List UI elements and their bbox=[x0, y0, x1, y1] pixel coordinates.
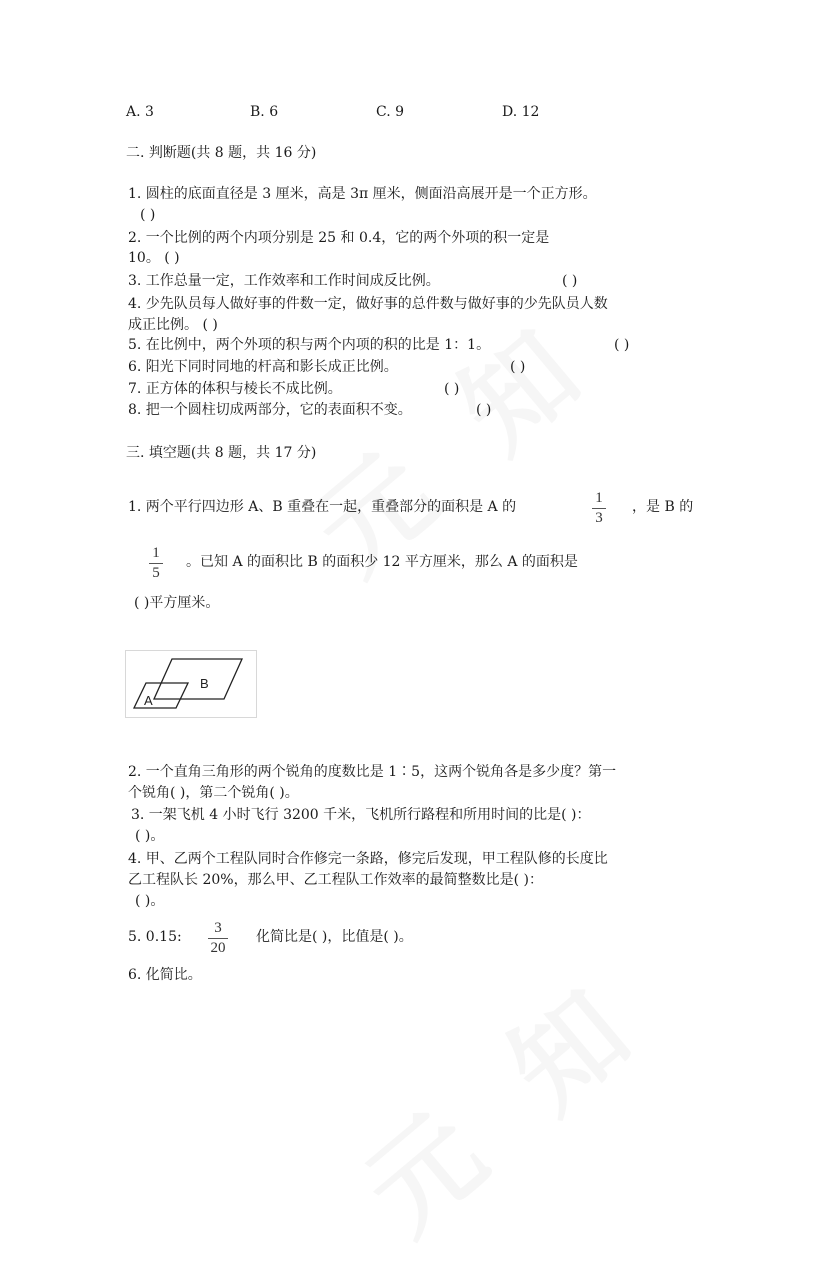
answer-blank: ( ) bbox=[444, 381, 460, 397]
answer-blank: ( ) bbox=[562, 273, 578, 289]
question-text: 成正比例。 ( ) bbox=[128, 317, 218, 333]
question-text: 4. 甲、乙两个工程队同时合作修完一条路，修完后发现，甲工程队修的长度比 bbox=[128, 851, 608, 867]
question-text: 5. 0.15: bbox=[128, 929, 182, 945]
watermark bbox=[326, 936, 671, 1262]
section-title: 三. 填空题(共 8 题，共 17 分) bbox=[126, 445, 317, 461]
question-text: 7. 正方体的体积与棱长不成比例。 bbox=[128, 381, 342, 397]
option-a: A. 3 bbox=[126, 104, 154, 120]
fraction-bar bbox=[208, 938, 228, 939]
option-d: D. 12 bbox=[502, 104, 540, 120]
question-text: 1. 圆柱的底面直径是 3 厘米，高是 3π 厘米，侧面沿高展开是一个正方形。 bbox=[128, 186, 597, 202]
option-b: B. 6 bbox=[250, 104, 279, 120]
answer-blank: ( ) bbox=[476, 402, 492, 418]
question-text: 6. 化简比。 bbox=[128, 967, 202, 983]
question-text: 10。 ( ) bbox=[128, 250, 180, 266]
question-text: 3. 工作总量一定，工作效率和工作时间成反比例。 bbox=[128, 273, 440, 289]
parallelogram-b bbox=[154, 659, 242, 699]
question-text: 个锐角( )，第二个锐角( )。 bbox=[128, 785, 299, 801]
fraction-bar bbox=[149, 563, 163, 564]
question-text: 2. 一个比例的两个内项分别是 25 和 0.4，它的两个外项的积一定是 bbox=[128, 230, 550, 246]
question-text: 5. 在比例中，两个外项的积与两个内项的积的比是 1：1。 bbox=[128, 337, 491, 353]
question-text: 化简比是( )，比值是( )。 bbox=[256, 929, 413, 945]
fraction-numerator: 3 bbox=[214, 920, 222, 936]
option-c: C. 9 bbox=[376, 104, 405, 120]
question-text: ( )。 bbox=[135, 828, 165, 844]
question-text: 1. 两个平行四边形 A、B 重叠在一起，重叠部分的面积是 A 的 bbox=[128, 499, 517, 515]
question-text: 8. 把一个圆柱切成两部分，它的表面积不变。 bbox=[128, 402, 412, 418]
label-b: B bbox=[200, 676, 209, 691]
fraction bbox=[592, 490, 606, 527]
question-text: ，是 B 的 bbox=[632, 499, 694, 515]
answer-blank: ( ) bbox=[614, 337, 630, 353]
fraction bbox=[208, 920, 228, 957]
section-title: 二. 判断题(共 8 题，共 16 分) bbox=[126, 145, 317, 161]
label-a: A bbox=[144, 693, 153, 708]
fraction bbox=[149, 545, 163, 582]
fraction-numerator: 1 bbox=[595, 490, 603, 506]
fraction-bar bbox=[592, 508, 606, 509]
question-text: 乙工程队长 20%，那么甲、乙工程队工作效率的最简整数比是( )： bbox=[128, 872, 543, 888]
question-text: ( )。 bbox=[135, 893, 165, 909]
question-text: ( )平方厘米。 bbox=[134, 595, 220, 611]
parallelograms-diagram bbox=[126, 651, 256, 717]
question-text: 。已知 A 的面积比 B 的面积少 12 平方厘米，那么 A 的面积是 bbox=[186, 554, 578, 570]
answer-blank: ( ) bbox=[140, 207, 156, 223]
parallelogram-a bbox=[134, 683, 188, 708]
fraction-numerator: 1 bbox=[152, 545, 160, 561]
fraction-denominator: 5 bbox=[152, 565, 160, 581]
answer-blank: ( ) bbox=[510, 359, 526, 375]
question-text: 2. 一个直角三角形的两个锐角的度数比是 1∶5，这两个锐角各是多少度？第一 bbox=[128, 764, 617, 780]
question-text: 3. 一架飞机 4 小时飞行 3200 千米，飞机所行路程和所用时间的比是( )： bbox=[131, 807, 591, 823]
question-text: 6. 阳光下同时同地的杆高和影长成正比例。 bbox=[128, 359, 398, 375]
question-text: 4. 少先队员每人做好事的件数一定，做好事的总件数与做好事的少先队员人数 bbox=[128, 296, 608, 312]
fraction-denominator: 20 bbox=[210, 940, 226, 956]
fraction-denominator: 3 bbox=[595, 510, 603, 526]
parallelograms-figure bbox=[125, 650, 257, 718]
